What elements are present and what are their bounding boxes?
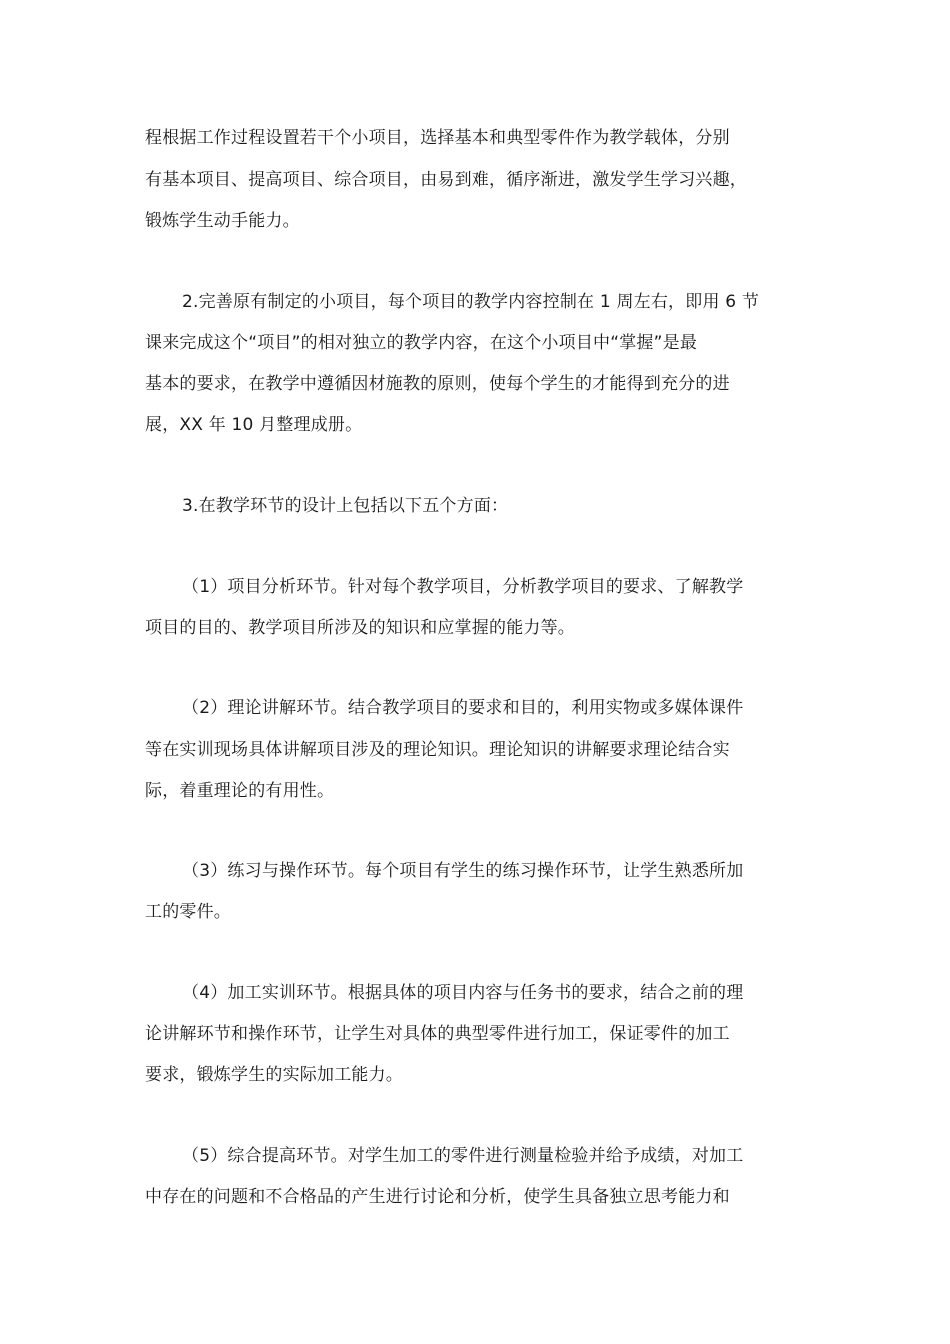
paragraph-line: （4）加工实训环节。根据具体的项目内容与任务书的要求，结合之前的理 (182, 983, 744, 1003)
paragraph-line: 等在实训现场具体讲解项目涉及的理论知识。理论知识的讲解要求理论结合实 (145, 740, 730, 760)
paragraph-line: 工的零件。 (145, 902, 231, 922)
paragraph-line: （3）练习与操作环节。每个项目有学生的练习操作环节，让学生熟悉所加 (182, 861, 744, 881)
paragraph-line: 3.在教学环节的设计上包括以下五个方面： (182, 496, 509, 516)
paragraph-line: 展，XX 年 10 月整理成册。 (145, 415, 363, 435)
paragraph-line: 基本的要求，在教学中遵循因材施教的原则，使每个学生的才能得到充分的进 (145, 374, 730, 394)
paragraph-line: 项目的目的、教学项目所涉及的知识和应掌握的能力等。 (145, 618, 575, 638)
paragraph-line: 中存在的问题和不合格品的产生进行讨论和分析，使学生具备独立思考能力和 (145, 1187, 730, 1207)
paragraph-line: 锻炼学生动手能力。 (145, 211, 300, 231)
paragraph-line: 际，着重理论的有用性。 (145, 781, 335, 801)
paragraph-line: 论讲解环节和操作环节，让学生对具体的典型零件进行加工，保证零件的加工 (145, 1024, 730, 1044)
paragraph-line: （1）项目分析环节。针对每个教学项目，分析教学项目的要求、了解教学 (182, 577, 744, 597)
paragraph-line: 课来完成这个“项目”的相对独立的教学内容，在这个小项目中“掌握”是最 (145, 333, 698, 353)
paragraph-line: 有基本项目、提高项目、综合项目，由易到难，循序渐进，激发学生学习兴趣， (145, 170, 747, 190)
paragraph-line: 要求，锻炼学生的实际加工能力。 (145, 1065, 403, 1085)
paragraph-line: 2.完善原有制定的小项目，每个项目的教学内容控制在 1 周左右，即用 6 节 (182, 292, 760, 312)
paragraph-line: （2）理论讲解环节。结合教学项目的要求和目的，利用实物或多媒体课件 (182, 698, 744, 718)
paragraph-line: （5）综合提高环节。对学生加工的零件进行测量检验并给予成绩，对加工 (182, 1146, 744, 1166)
paragraph-line: 程根据工作过程设置若干个小项目，选择基本和典型零件作为教学载体，分别 (145, 128, 730, 148)
